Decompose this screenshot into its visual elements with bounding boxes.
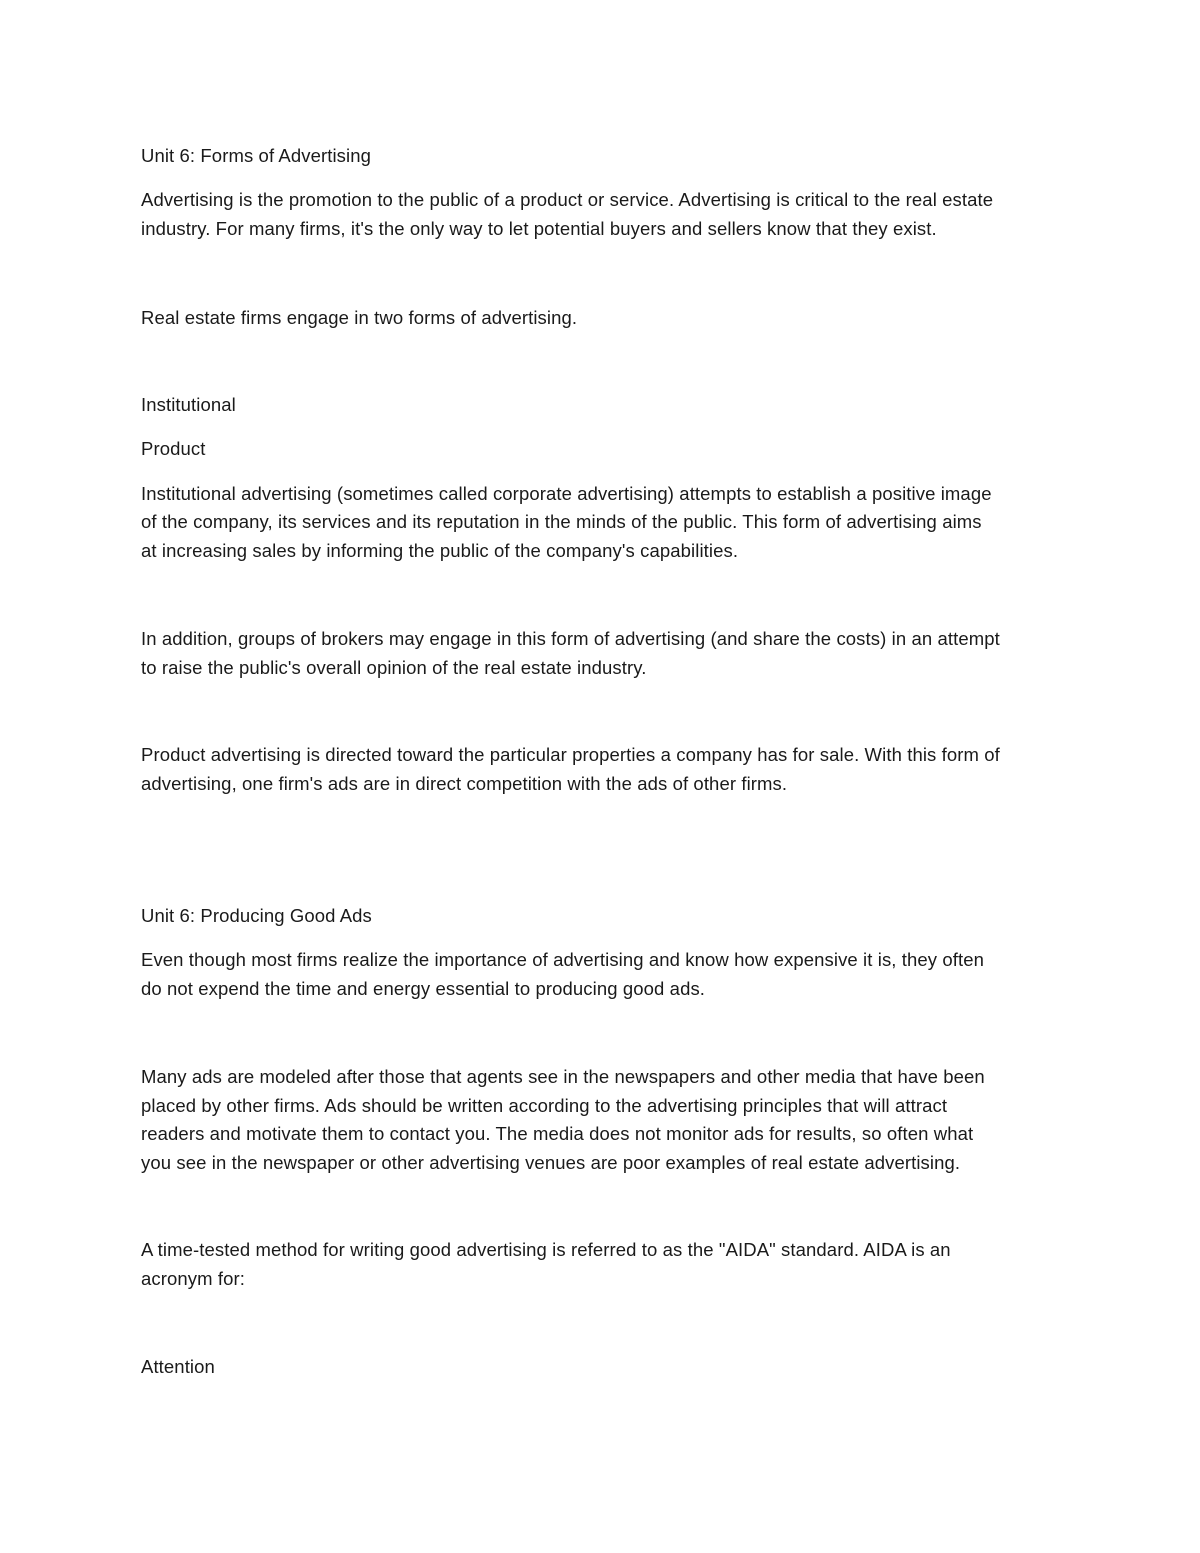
paragraph-line: placed by other firms. Ads should be written according to the advertising principles that will attract xyxy=(141,1095,948,1116)
list-item-institutional: Institutional xyxy=(141,394,236,415)
paragraph-line: Real estate firms engage in two forms of advertising. xyxy=(141,307,578,328)
paragraph-line: Product advertising is directed toward the particular properties a company has for sale. With this form of xyxy=(141,744,1000,765)
paragraph-line: industry. For many firms, it's the only way to let potential buyers and sellers know that they exist. xyxy=(141,218,937,239)
paragraph-line: A time-tested method for writing good advertising is referred to as the "AIDA" standard. AIDA is an xyxy=(141,1239,951,1260)
paragraph-line: readers and motivate them to contact you. The media does not monitor ads for results, so often what xyxy=(141,1123,974,1144)
paragraph-line: Even though most firms realize the importance of advertising and know how expensive it is, they often xyxy=(141,949,985,970)
paragraph-line: of the company, its services and its reputation in the minds of the public. This form of advertising aims xyxy=(141,511,982,532)
paragraph-line: Institutional advertising (sometimes called corporate advertising) attempts to establish a positive image xyxy=(141,483,992,504)
paragraph-line: to raise the public's overall opinion of the real estate industry. xyxy=(141,657,647,678)
paragraph-line: Many ads are modeled after those that agents see in the newspapers and other media that have been xyxy=(141,1066,985,1087)
section-heading-forms-of-advertising: Unit 6: Forms of Advertising xyxy=(141,145,372,166)
paragraph-line: acronym for: xyxy=(141,1268,246,1289)
paragraph-line: at increasing sales by informing the public of the company's capabilities. xyxy=(141,540,739,561)
list-item-attention: Attention xyxy=(141,1356,215,1377)
paragraph-line: In addition, groups of brokers may engage in this form of advertising (and share the costs) in an attempt xyxy=(141,628,1000,649)
paragraph-line: Advertising is the promotion to the public of a product or service. Advertising is critical to the real estate xyxy=(141,189,994,210)
paragraph-line: do not expend the time and energy essential to producing good ads. xyxy=(141,978,706,999)
paragraph-line: advertising, one firm's ads are in direct competition with the ads of other firms. xyxy=(141,773,788,794)
list-item-product: Product xyxy=(141,438,206,459)
section-heading-producing-good-ads: Unit 6: Producing Good Ads xyxy=(141,905,372,926)
paragraph-line: you see in the newspaper or other advertising venues are poor examples of real estate advertising. xyxy=(141,1152,961,1173)
